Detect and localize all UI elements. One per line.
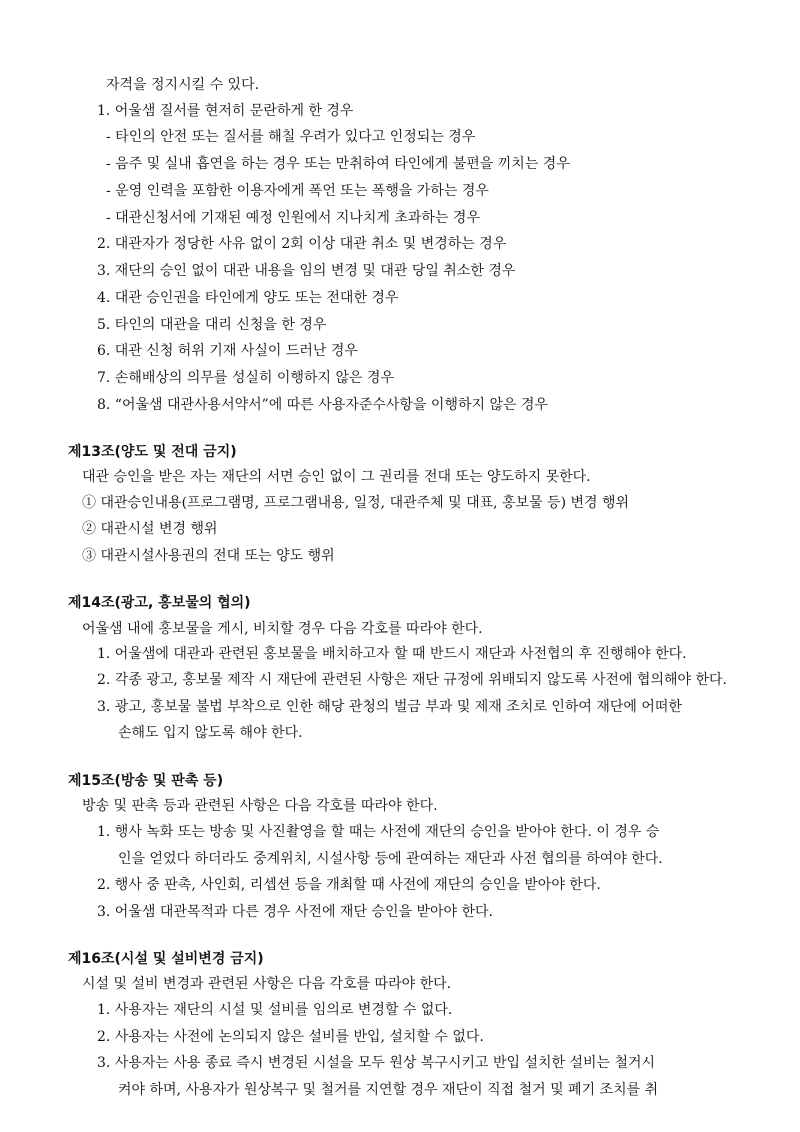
list-item: ② 대관시설 변경 행위 [82,521,218,537]
list-item: 5. 타인의 대관을 대리 신청을 한 경우 [97,317,327,333]
article-15-body: 방송 및 판촉 등과 관련된 사항은 다음 각호를 따라야 한다. [82,798,438,814]
article-16-title: 제16조(시설 및 설비변경 금지) [68,951,264,967]
list-item: 3. 어울샘 대관목적과 다른 경우 사전에 재단 승인을 받아야 한다. [97,904,493,920]
list-item: 8. “어울샘 대관사용서약서”에 따른 사용자준수사항을 이행하지 않은 경우 [97,397,549,413]
article-16-body: 시설 및 설비 변경과 관련된 사항은 다음 각호를 따라야 한다. [82,976,452,992]
article-15-title: 제15조(방송 및 판촉 등) [68,773,224,789]
list-item: 4. 대관 승인권을 타인에게 양도 또는 전대한 경우 [97,290,399,306]
list-item: 3. 사용자는 사용 종료 즉시 변경된 시설을 모두 원상 복구시키고 반입 설치한 설비는 철거시 [97,1055,656,1071]
intro-tail: 자격을 정지시킬 수 있다. [106,77,260,93]
list-item: 1. 행사 녹화 또는 방송 및 사진촬영을 할 때는 사전에 재단의 승인을 받아야 한다. 이 경우 승 [97,824,660,840]
list-item: 2. 행사 중 판촉, 사인회, 리셉션 등을 개최할 때 사전에 재단의 승인을 받아야 한다. [97,877,601,893]
list-item: 1. 어울샘 질서를 현저히 문란하게 한 경우 [97,103,354,119]
list-item-continuation: 인을 얻었다 하더라도 중계위치, 시설사항 등에 관여하는 재단과 사전 협의를 하여야 한다. [118,851,663,867]
list-item: 3. 재단의 승인 없이 대관 내용을 임의 변경 및 대관 당일 취소한 경우 [97,263,516,279]
list-item: - 운영 인력을 포함한 이용자에게 폭언 또는 폭행을 가하는 경우 [106,183,489,199]
list-item: 2. 사용자는 사전에 논의되지 않은 설비를 반입, 설치할 수 없다. [97,1029,484,1045]
article-14-title: 제14조(광고, 홍보물의 협의) [68,595,251,611]
article-14-body: 어울샘 내에 홍보물을 게시, 비치할 경우 다음 각호를 따라야 한다. [82,621,483,637]
list-item: - 음주 및 실내 흡연을 하는 경우 또는 만취하여 타인에게 불편을 끼치는 경우 [106,156,570,172]
article-13-body: 대관 승인을 받은 자는 재단의 서면 승인 없이 그 권리를 전대 또는 양도하지 못한다. [82,469,591,485]
list-item-continuation: 손해도 입지 않도록 해야 한다. [118,725,303,741]
list-item: 1. 어울샘에 대관과 관련된 홍보물을 배치하고자 할 때 반드시 재단과 사전협의 후 진행해야 한다. [97,646,687,662]
list-item: 3. 광고, 홍보물 불법 부착으로 인한 해당 관청의 벌금 부과 및 제재 조치로 인하여 재단에 어떠한 [97,699,682,715]
list-item: ① 대관승인내용(프로그램명, 프로그램내용, 일정, 대관주체 및 대표, 홍보물 등) 변경 행위 [82,495,630,511]
list-item: 6. 대관 신청 허위 기재 사실이 드러난 경우 [97,343,358,359]
list-item: - 대관신청서에 기재된 예정 인원에서 지나치게 초과하는 경우 [106,210,480,226]
article-13-title: 제13조(양도 및 전대 금지) [68,444,237,460]
list-item: 1. 사용자는 재단의 시설 및 설비를 임의로 변경할 수 없다. [97,1002,453,1018]
list-item: 2. 대관자가 정당한 사유 없이 2회 이상 대관 취소 및 변경하는 경우 [97,236,507,252]
list-item-continuation: 켜야 하며, 사용자가 원상복구 및 철거를 지연할 경우 재단이 직접 철거 및 폐기 조치를 취 [118,1082,659,1098]
list-item: 2. 각종 광고, 홍보물 제작 시 재단에 관련된 사항은 재단 규정에 위배되지 않도록 사전에 협의해야 한다. [97,672,727,688]
list-item: 7. 손해배상의 의무를 성실히 이행하지 않은 경우 [97,370,395,386]
list-item: ③ 대관시설사용권의 전대 또는 양도 행위 [82,548,335,564]
list-item: - 타인의 안전 또는 질서를 해칠 우려가 있다고 인정되는 경우 [106,129,476,145]
